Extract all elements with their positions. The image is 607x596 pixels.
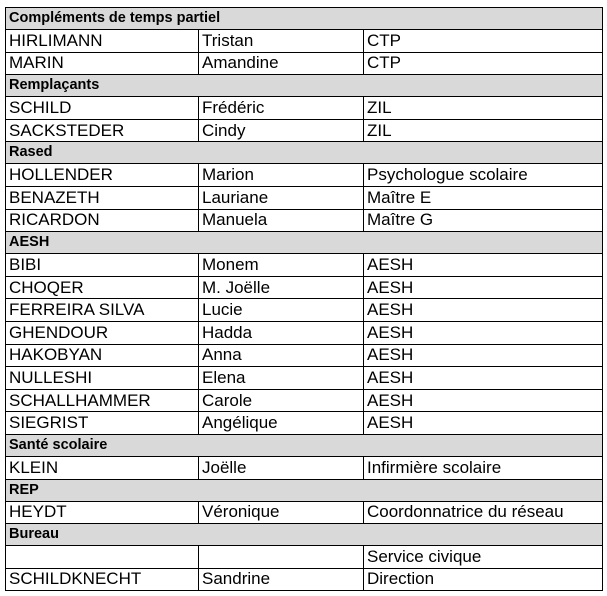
table-row bbox=[6, 546, 603, 569]
role-cell: Maître E bbox=[364, 186, 603, 209]
last-name-cell: SCHALLHAMMER bbox=[6, 389, 199, 412]
table-row bbox=[6, 456, 603, 479]
last-name-cell: BIBI bbox=[6, 254, 199, 277]
first-name-cell: Angélique bbox=[199, 412, 364, 435]
section-title: Remplaçants bbox=[6, 75, 603, 97]
role-cell: AESH bbox=[364, 299, 603, 322]
table-row bbox=[6, 30, 603, 53]
role-cell: AESH bbox=[364, 412, 603, 435]
last-name-cell: BENAZETH bbox=[6, 186, 199, 209]
last-name-cell: SCHILD bbox=[6, 97, 199, 120]
section-header bbox=[6, 142, 603, 164]
section-title: Santé scolaire bbox=[6, 434, 603, 456]
last-name-cell: HOLLENDER bbox=[6, 164, 199, 187]
role-cell: AESH bbox=[364, 389, 603, 412]
last-name-cell: RICARDON bbox=[6, 209, 199, 232]
first-name-cell bbox=[199, 546, 364, 569]
last-name-cell: HIRLIMANN bbox=[6, 30, 199, 53]
last-name-cell: MARIN bbox=[6, 52, 199, 75]
table-row bbox=[6, 254, 603, 277]
table-row bbox=[6, 209, 603, 232]
staff-table-body bbox=[6, 8, 603, 591]
last-name-cell: SCHILDKNECHT bbox=[6, 568, 199, 591]
section-title: Rased bbox=[6, 142, 603, 164]
first-name-cell: Elena bbox=[199, 367, 364, 390]
role-cell: AESH bbox=[364, 367, 603, 390]
role-cell: Infirmière scolaire bbox=[364, 456, 603, 479]
last-name-cell: SACKSTEDER bbox=[6, 119, 199, 142]
last-name-cell: CHOQER bbox=[6, 276, 199, 299]
table-row bbox=[6, 344, 603, 367]
role-cell: AESH bbox=[364, 276, 603, 299]
section-title: AESH bbox=[6, 232, 603, 254]
last-name-cell: HAKOBYAN bbox=[6, 344, 199, 367]
role-cell: AESH bbox=[364, 254, 603, 277]
first-name-cell: Joëlle bbox=[199, 456, 364, 479]
table-row bbox=[6, 321, 603, 344]
first-name-cell: Lucie bbox=[199, 299, 364, 322]
table-row bbox=[6, 97, 603, 120]
table-row bbox=[6, 501, 603, 524]
section-header bbox=[6, 479, 603, 501]
table-row bbox=[6, 164, 603, 187]
table-row bbox=[6, 389, 603, 412]
first-name-cell: Manuela bbox=[199, 209, 364, 232]
table-row bbox=[6, 52, 603, 75]
table-row bbox=[6, 186, 603, 209]
first-name-cell: Anna bbox=[199, 344, 364, 367]
role-cell: Service civique bbox=[364, 546, 603, 569]
section-title: REP bbox=[6, 479, 603, 501]
last-name-cell: GHENDOUR bbox=[6, 321, 199, 344]
role-cell: Psychologue scolaire bbox=[364, 164, 603, 187]
first-name-cell: Marion bbox=[199, 164, 364, 187]
first-name-cell: Sandrine bbox=[199, 568, 364, 591]
first-name-cell: M. Joëlle bbox=[199, 276, 364, 299]
section-header bbox=[6, 75, 603, 97]
table-row bbox=[6, 412, 603, 435]
first-name-cell: Lauriane bbox=[199, 186, 364, 209]
first-name-cell: Amandine bbox=[199, 52, 364, 75]
role-cell: ZIL bbox=[364, 97, 603, 120]
section-title: Compléments de temps partiel bbox=[6, 8, 603, 30]
first-name-cell: Frédéric bbox=[199, 97, 364, 120]
role-cell: Maître G bbox=[364, 209, 603, 232]
last-name-cell bbox=[6, 546, 199, 569]
role-cell: AESH bbox=[364, 321, 603, 344]
staff-table bbox=[5, 7, 603, 591]
table-row bbox=[6, 276, 603, 299]
last-name-cell: NULLESHI bbox=[6, 367, 199, 390]
role-cell: CTP bbox=[364, 52, 603, 75]
table-row bbox=[6, 367, 603, 390]
role-cell: Coordonnatrice du réseau bbox=[364, 501, 603, 524]
first-name-cell: Monem bbox=[199, 254, 364, 277]
first-name-cell: Véronique bbox=[199, 501, 364, 524]
last-name-cell: FERREIRA SILVA bbox=[6, 299, 199, 322]
section-title: Bureau bbox=[6, 524, 603, 546]
table-row bbox=[6, 119, 603, 142]
section-header bbox=[6, 8, 603, 30]
first-name-cell: Cindy bbox=[199, 119, 364, 142]
first-name-cell: Carole bbox=[199, 389, 364, 412]
role-cell: AESH bbox=[364, 344, 603, 367]
role-cell: CTP bbox=[364, 30, 603, 53]
last-name-cell: HEYDT bbox=[6, 501, 199, 524]
role-cell: Direction bbox=[364, 568, 603, 591]
last-name-cell: KLEIN bbox=[6, 456, 199, 479]
first-name-cell: Tristan bbox=[199, 30, 364, 53]
section-header bbox=[6, 232, 603, 254]
section-header bbox=[6, 434, 603, 456]
table-row bbox=[6, 299, 603, 322]
table-row bbox=[6, 568, 603, 591]
section-header bbox=[6, 524, 603, 546]
last-name-cell: SIEGRIST bbox=[6, 412, 199, 435]
first-name-cell: Hadda bbox=[199, 321, 364, 344]
role-cell: ZIL bbox=[364, 119, 603, 142]
